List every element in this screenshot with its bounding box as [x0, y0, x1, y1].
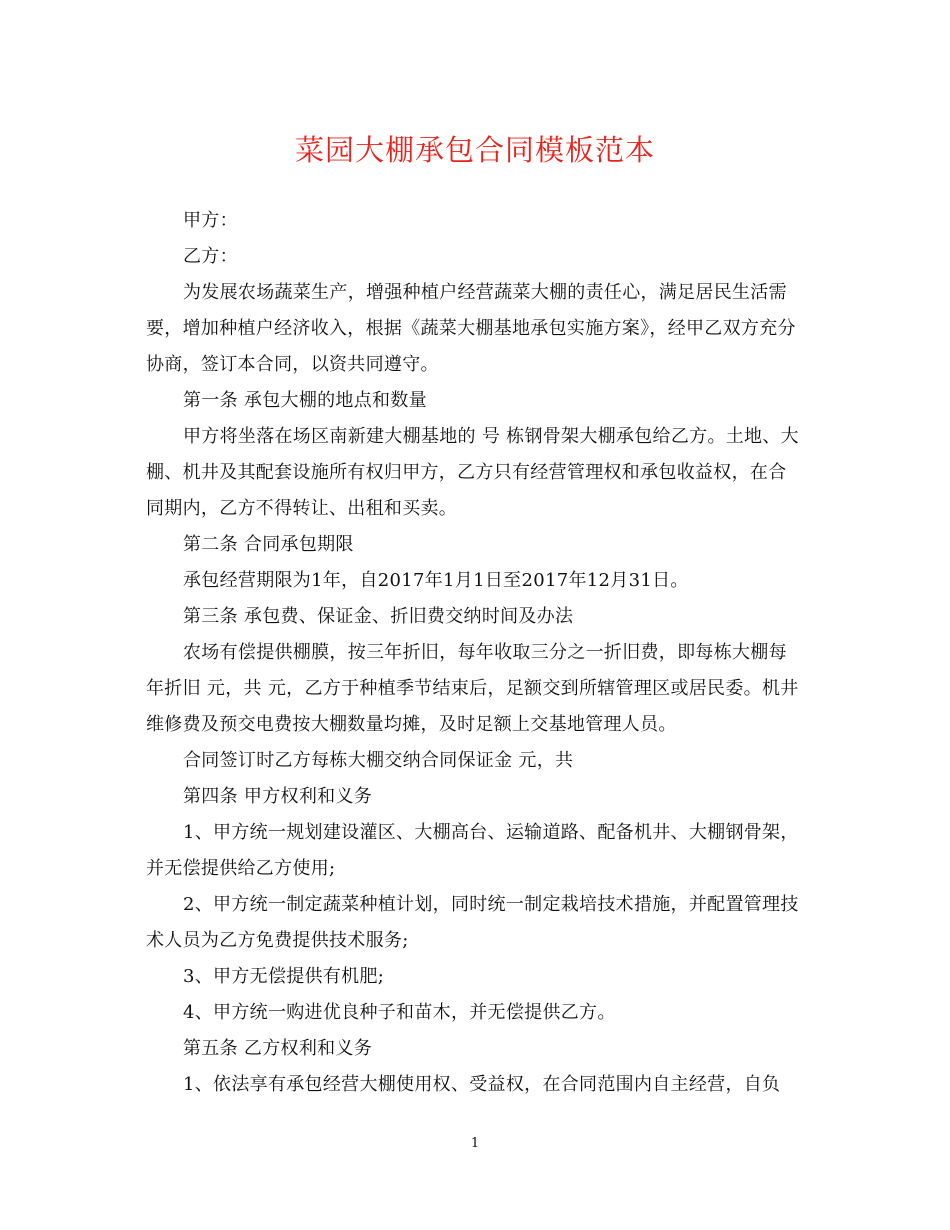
party-b-line: 乙方：	[183, 246, 238, 267]
article-4-item-1: 1、甲方统一规划建设灌区、大棚高台、运输道路、配备机井、大棚钢骨架，并无偿提供给乙方使用;	[146, 822, 799, 879]
article-3-heading: 第三条 承包费、保证金、折旧费交纳时间及办法	[183, 606, 574, 627]
preamble-paragraph: 为发展农场蔬菜生产，增强种植户经营蔬菜大棚的责任心，满足居民生活需要，增加种植户经济收入，根据《蔬菜大棚基地承包实施方案》，经甲乙双方充分协商，签订本合同，以资共同遵守。	[146, 282, 796, 375]
article-4-heading: 第四条 甲方权利和义务	[183, 786, 373, 807]
article-3-deposit-line: 合同签订时乙方每栋大棚交纳合同保证金 元，共	[183, 750, 574, 771]
article-4-item-4: 4、甲方统一购进优良种子和苗木，并无偿提供乙方。	[183, 1002, 616, 1023]
article-2-paragraph: 承包经营期限为1年，自2017年1月1日至2017年12月31日。	[183, 570, 689, 591]
article-5-heading: 第五条 乙方权利和义务	[183, 1038, 373, 1059]
article-2-heading: 第二条 合同承包期限	[183, 534, 354, 555]
document-title: 菜园大棚承包合同模板范本	[294, 133, 655, 167]
document-body	[146, 203, 800, 1103]
party-a-line: 甲方：	[183, 210, 238, 231]
article-3-paragraph: 农场有偿提供棚膜，按三年折旧，每年收取三分之一折旧费，即每栋大棚每年折旧 元，共 元，乙方于种植季节结束后，足额交到所辖管理区或居民委。机井维修费及预交电费按大棚数量均摊，及时足额上交基地管理人员。	[146, 642, 799, 735]
article-4-item-3: 3、甲方无偿提供有机肥;	[183, 966, 385, 987]
article-4-item-2: 2、甲方统一制定蔬菜种植计划，同时统一制定栽培技术措施，并配置管理技术人员为乙方免费提供技术服务;	[146, 894, 799, 951]
page-number: 1	[470, 1136, 480, 1151]
article-5-item-1: 1、依法享有承包经营大棚使用权、受益权，在合同范围内自主经营，自负	[183, 1074, 781, 1095]
article-1-heading: 第一条 承包大棚的地点和数量	[183, 390, 427, 411]
article-1-paragraph: 甲方将坐落在场区南新建大棚基地的 号 栋钢骨架大棚承包给乙方。土地、大棚、机井及其配套设施所有权归甲方，乙方只有经营管理权和承包收益权，在合同期内，乙方不得转让、出租和买卖。	[146, 426, 799, 519]
